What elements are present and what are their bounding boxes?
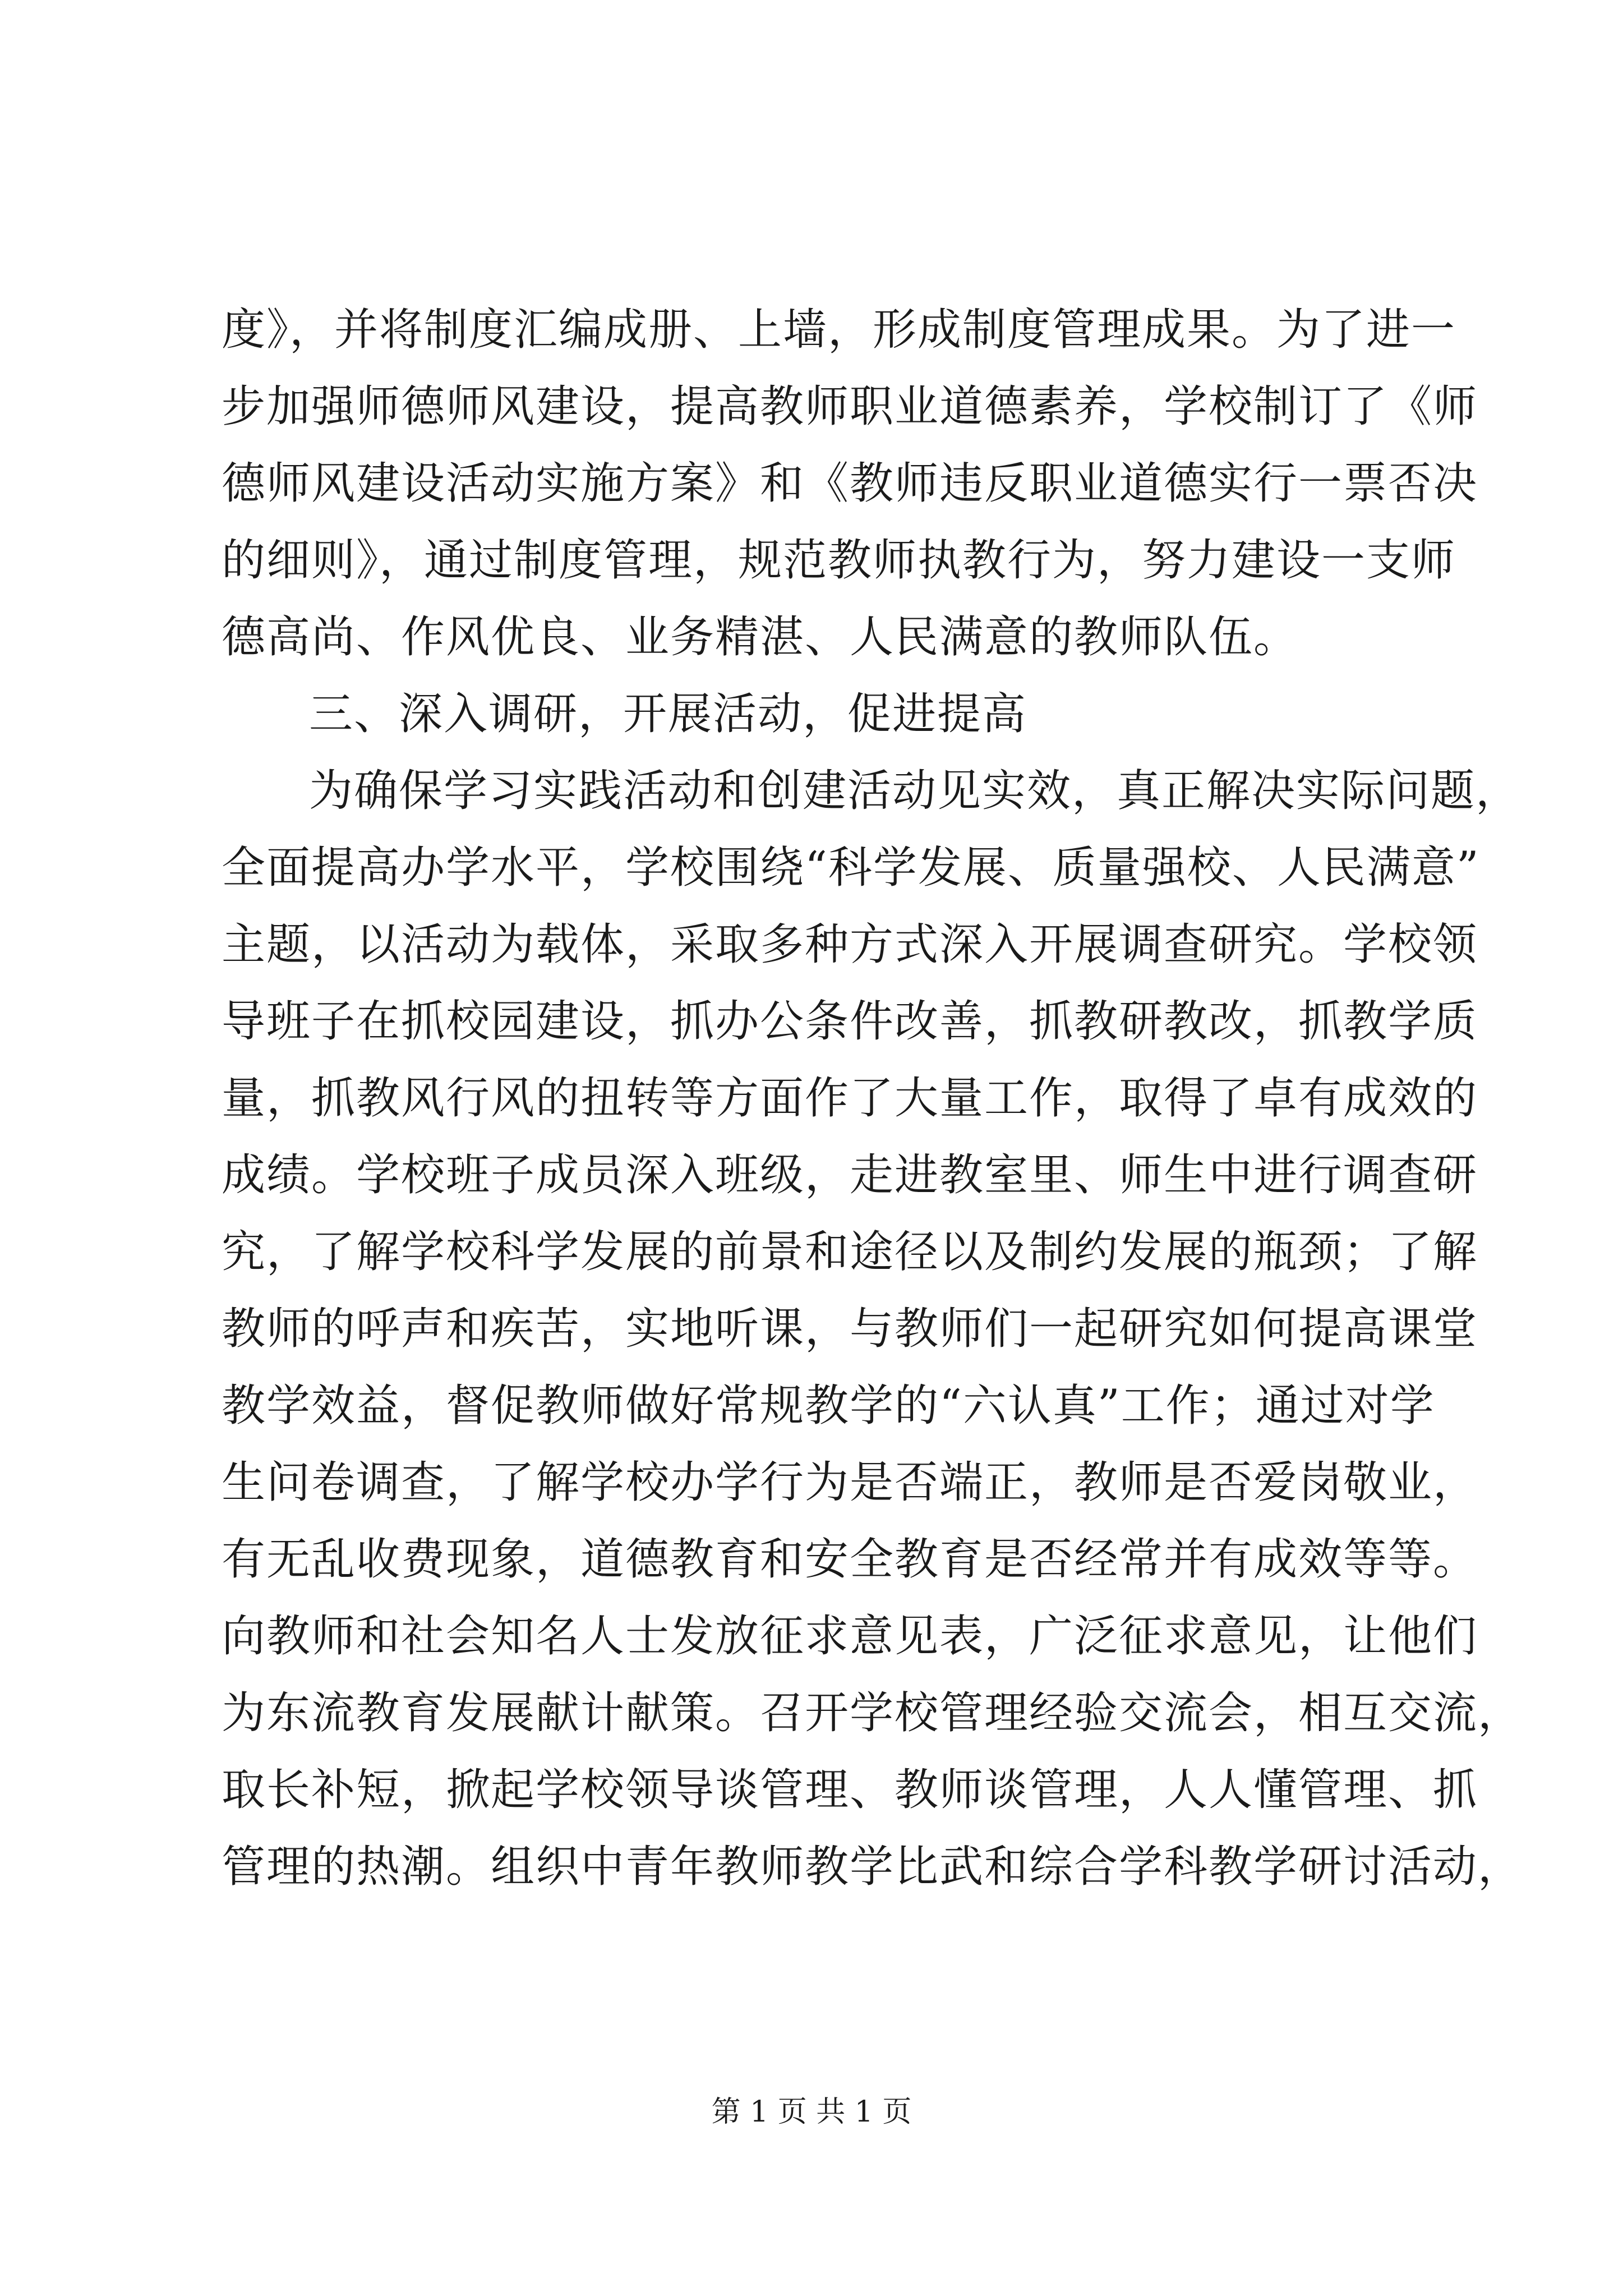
- page-number-label: 第 1 页 共 1 页: [711, 2095, 912, 2129]
- text-line: 德师风建设活动实施方案》和《教师违反职业道德实行一票否决: [222, 458, 1478, 509]
- text-line: 取长补短，掀起学校领导谈管理、教师谈管理，人人懂管理、抓: [222, 1765, 1478, 1815]
- text-line: 主题，以活动为载体，采取多种方式深入开展调查研究。学校领: [222, 919, 1478, 970]
- text-line: 教师的呼声和疾苦，实地听课，与教师们一起研究如何提高课堂: [222, 1304, 1478, 1354]
- text-line: 向教师和社会知名人士发放征求意见表，广泛征求意见，让他们: [222, 1611, 1478, 1662]
- text-line: 的细则》，通过制度管理，规范教师执教行为，努力建设一支师: [222, 535, 1456, 586]
- text-line: 为东流教育发展献计献策。召开学校管理经验交流会，相互交流，: [222, 1688, 1523, 1738]
- text-line: 成绩。学校班子成员深入班级，走进教室里、师生中进行调查研: [222, 1150, 1478, 1200]
- text-line: 生问卷调查，了解学校办学行为是否端正，教师是否爱岗敬业，: [222, 1457, 1478, 1508]
- text-line: 德高尚、作风优良、业务精湛、人民满意的教师队伍。: [222, 612, 1299, 662]
- text-line: 究，了解学校科学发展的前景和途径以及制约发展的瓶颈；了解: [222, 1227, 1478, 1277]
- text-line: 量，抓教风行风的扭转等方面作了大量工作，取得了卓有成效的: [222, 1073, 1478, 1124]
- text-line: 管理的热潮。组织中青年教师教学比武和综合学科教学研讨活动，: [222, 1842, 1523, 1892]
- text-line: 度》，并将制度汇编成册、上墙，形成制度管理成果。为了进一: [222, 305, 1456, 355]
- document-body: [222, 292, 1523, 1906]
- text-line: 有无乱收费现象，道德教育和安全教育是否经常并有成效等等。: [222, 1534, 1478, 1585]
- text-line: 教学效益，督促教师做好常规教学的“六认真”工作；通过对学: [222, 1381, 1435, 1431]
- text-line: 导班子在抓校园建设，抓办公条件改善，抓教研教改，抓教学质: [222, 996, 1478, 1047]
- text-line: 全面提高办学水平，学校围绕“科学发展、质量强校、人民满意”: [222, 843, 1480, 893]
- page-footer: [0, 2092, 1623, 2132]
- text-line: 为确保学习实践活动和创建活动见实效，真正解决实际问题，: [309, 766, 1521, 816]
- section-heading: 三、深入调研，开展活动，促进提高: [309, 689, 1027, 739]
- text-line: 步加强师德师风建设，提高教师职业道德素养，学校制订了《师: [222, 381, 1478, 432]
